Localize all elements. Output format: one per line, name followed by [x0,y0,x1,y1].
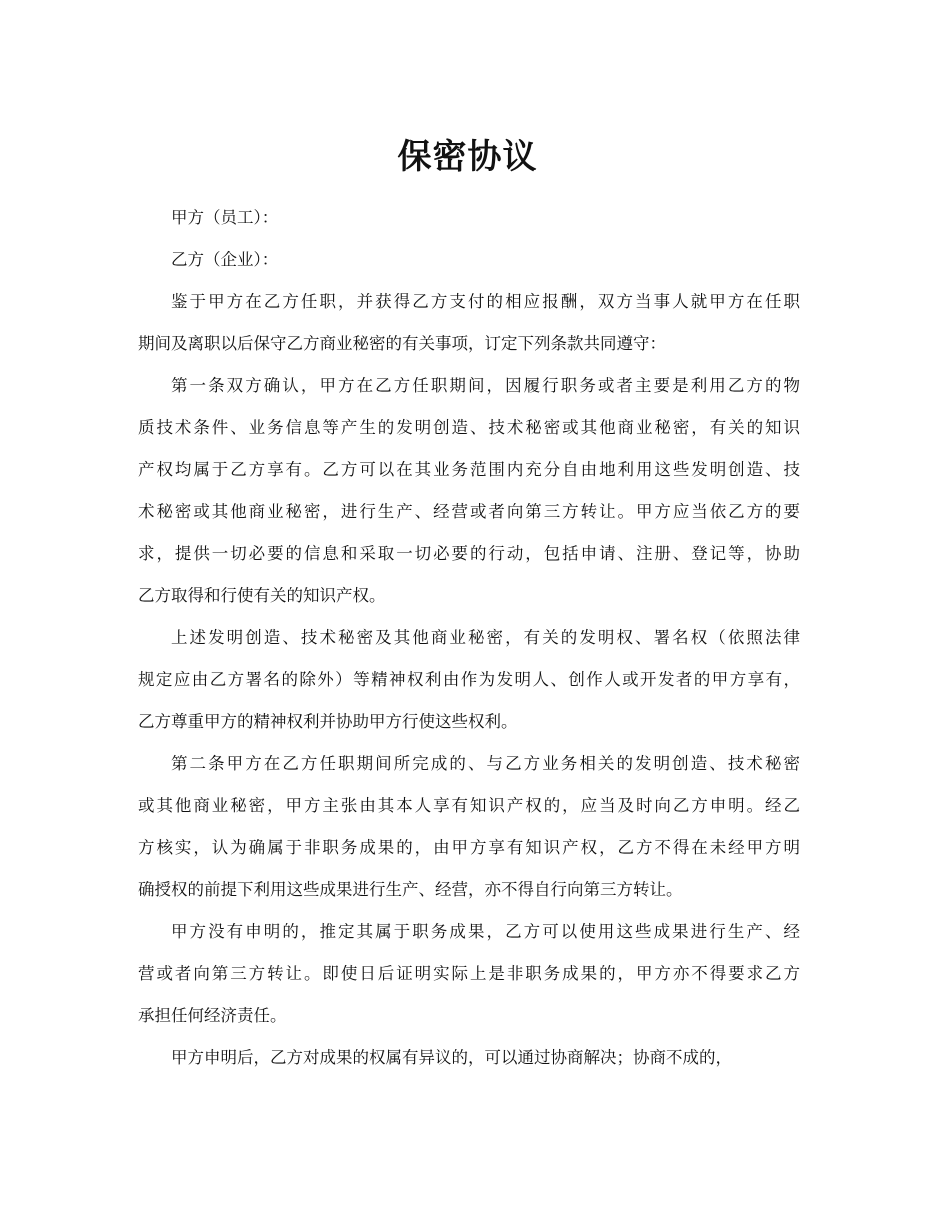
paragraph-line: 质技术条件、业务信息等产生的发明创造、技术秘密或其他商业秘密，有关的知识 [138,418,800,437]
paragraph-line: 规定应由乙方署名的除外）等精神权利由作为发明人、创作人或开发者的甲方享有， [138,670,800,689]
paragraph-line: 确授权的前提下利用这些成果进行生产、经营，亦不得自行向第三方转让。 [138,880,683,899]
paragraph-article-1 [138,365,800,617]
paragraph-line: 第一条双方确认，甲方在乙方任职期间，因履行职务或者主要是利用乙方的物 [171,376,800,395]
paragraph-dispute [138,1037,800,1079]
paragraph-moral-rights [138,617,800,743]
party-b-line [138,239,800,281]
paragraph-preamble [138,281,800,365]
paragraph-line: 或其他商业秘密，甲方主张由其本人享有知识产权的，应当及时向乙方申明。经乙 [138,796,800,815]
paragraph-line: 鉴于甲方在乙方任职，并获得乙方支付的相应报酬，双方当事人就甲方在任职 [171,292,800,311]
party-a-label: 甲方（员工）： [171,208,279,227]
paragraph-line: 承担任何经济责任。 [138,1006,287,1025]
paragraph-no-declaration [138,911,800,1037]
party-b-label: 乙方（企业）： [171,250,279,269]
document-title: 保密协议 [397,137,538,177]
paragraph-line: 乙方取得和行使有关的知识产权。 [138,586,386,605]
paragraph-line: 期间及离职以后保守乙方商业秘密的有关事项，订定下列条款共同遵守： [138,334,666,353]
paragraph-line: 乙方尊重甲方的精神权利并协助甲方行使这些权利。 [138,712,518,731]
paragraph-line: 营或者向第三方转让。即使日后证明实际上是非职务成果的，甲方亦不得要求乙方 [138,964,800,983]
paragraph-line: 方核实，认为确属于非职务成果的，由甲方享有知识产权，乙方不得在未经甲方明 [138,838,800,857]
paragraph-line: 上述发明创造、技术秘密及其他商业秘密，有关的发明权、署名权（依照法律 [171,628,800,647]
paragraph-line: 产权均属于乙方享有。乙方可以在其业务范围内充分自由地利用这些发明创造、技 [138,460,800,479]
paragraph-line: 术秘密或其他商业秘密，进行生产、经营或者向第三方转让。甲方应当依乙方的要 [138,502,800,521]
paragraph-line: 第二条甲方在乙方任职期间所完成的、与乙方业务相关的发明创造、技术秘密 [171,754,800,773]
document-body [138,197,800,1079]
paragraph-line: 甲方没有申明的，推定其属于职务成果，乙方可以使用这些成果进行生产、经 [171,922,800,941]
paragraph-line: 求，提供一切必要的信息和采取一切必要的行动，包括申请、注册、登记等，协助 [138,544,800,563]
paragraph-article-2 [138,743,800,911]
party-a-line [138,197,800,239]
paragraph-line: 甲方申明后，乙方对成果的权属有异议的，可以通过协商解决；协商不成的， [171,1048,732,1067]
